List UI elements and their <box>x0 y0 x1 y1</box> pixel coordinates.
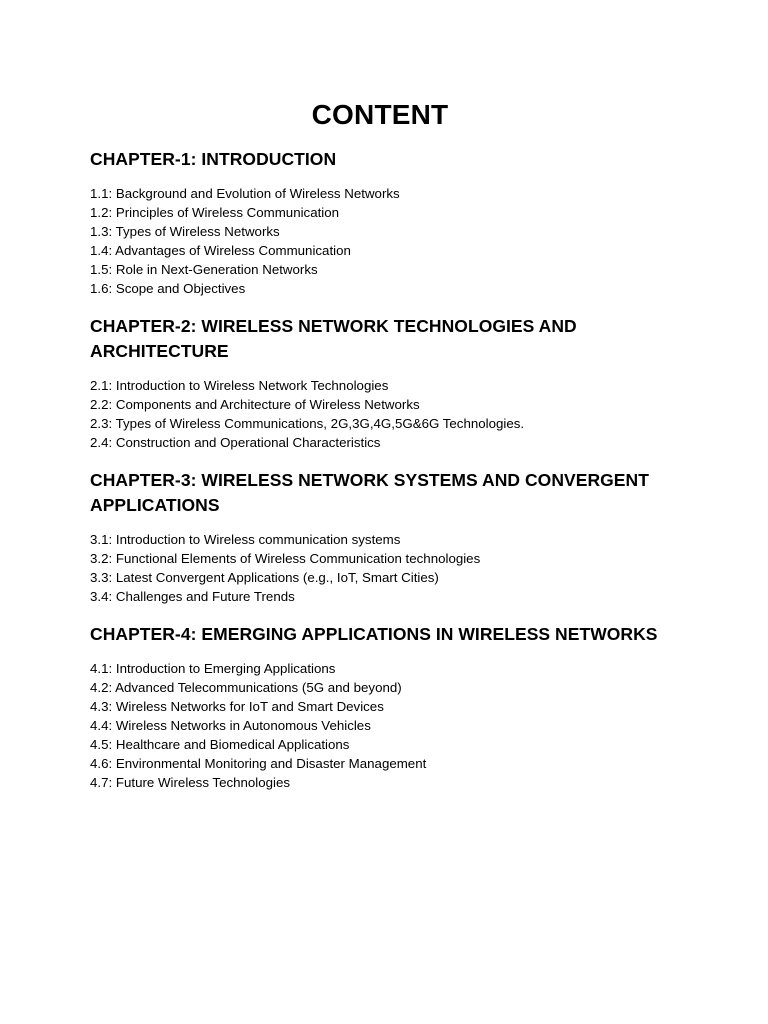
section-item: 3.2: Functional Elements of Wireless Communication technologies <box>90 551 481 566</box>
section-item: 1.1: Background and Evolution of Wireless Networks <box>90 186 400 201</box>
chapter-3 <box>90 468 690 606</box>
section-item: 2.4: Construction and Operational Characteristics <box>90 435 381 450</box>
section-item: 4.1: Introduction to Emerging Applications <box>90 661 336 676</box>
page-title: CONTENT <box>311 99 449 130</box>
section-item: 2.2: Components and Architecture of Wireless Networks <box>90 397 420 412</box>
section-item: 3.4: Challenges and Future Trends <box>90 589 295 604</box>
section-item: 4.7: Future Wireless Technologies <box>90 775 291 790</box>
section-item: 4.5: Healthcare and Biomedical Applications <box>90 737 350 752</box>
chapter-4 <box>90 622 690 792</box>
section-list <box>90 184 690 298</box>
chapter-heading: CHAPTER-3: WIRELESS NETWORK SYSTEMS AND CONVERGENT APPLICATIONS <box>90 470 649 515</box>
section-item: 2.1: Introduction to Wireless Network Technologies <box>90 378 389 393</box>
section-item: 3.1: Introduction to Wireless communication systems <box>90 532 401 547</box>
section-item: 3.3: Latest Convergent Applications (e.g., IoT, Smart Cities) <box>90 570 439 585</box>
section-item: 1.3: Types of Wireless Networks <box>90 224 280 239</box>
section-item: 1.5: Role in Next-Generation Networks <box>90 262 318 277</box>
section-item: 2.3: Types of Wireless Communications, 2G,3G,4G,5G&6G Technologies. <box>90 416 525 431</box>
section-item: 4.6: Environmental Monitoring and Disaster Management <box>90 756 427 771</box>
section-item: 1.2: Principles of Wireless Communication <box>90 205 340 220</box>
section-list <box>90 376 690 452</box>
section-item: 4.4: Wireless Networks in Autonomous Vehicles <box>90 718 371 733</box>
section-item: 1.4: Advantages of Wireless Communication <box>90 243 351 258</box>
section-list <box>90 659 690 792</box>
chapter-1 <box>90 147 690 298</box>
document-page <box>90 95 690 808</box>
section-item: 4.3: Wireless Networks for IoT and Smart Devices <box>90 699 384 714</box>
section-item: 1.6: Scope and Objectives <box>90 281 246 296</box>
chapter-2 <box>90 314 690 452</box>
section-list <box>90 530 690 606</box>
chapter-heading: CHAPTER-2: WIRELESS NETWORK TECHNOLOGIES AND ARCHITECTURE <box>90 316 577 361</box>
chapter-heading: CHAPTER-4: EMERGING APPLICATIONS IN WIRELESS NETWORKS <box>90 624 658 644</box>
section-item: 4.2: Advanced Telecommunications (5G and beyond) <box>90 680 402 695</box>
chapter-heading: CHAPTER-1: INTRODUCTION <box>90 149 337 169</box>
